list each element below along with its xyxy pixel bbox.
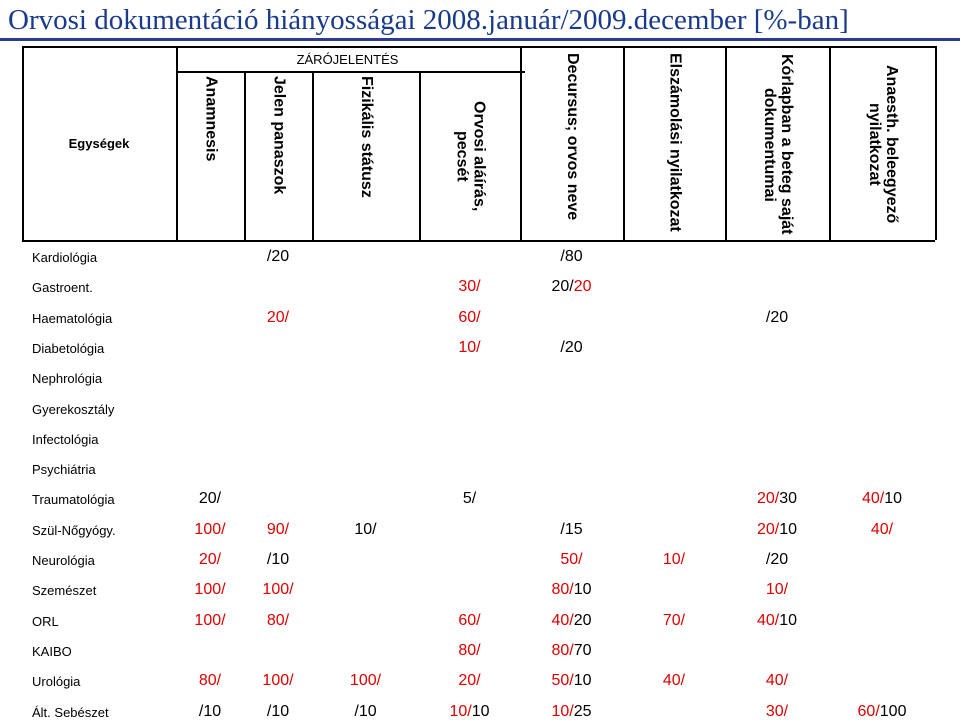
table-cell xyxy=(522,642,622,660)
column-header xyxy=(314,76,419,236)
table-cell xyxy=(727,581,827,599)
table-cell xyxy=(420,490,520,508)
value-red: 10/ xyxy=(662,551,686,568)
table-cell xyxy=(228,551,328,569)
table-cell xyxy=(316,672,416,690)
table-cell xyxy=(228,612,328,630)
column-header-label: Anaesth. beleegyező nyilatkozat xyxy=(866,65,900,224)
value-black: /10 xyxy=(354,702,377,720)
value-red: 20/ xyxy=(198,551,222,568)
value-black: 10 xyxy=(471,702,490,720)
value-red: 10/ xyxy=(551,702,574,720)
units-header: Egységek xyxy=(68,135,130,151)
table-cell xyxy=(522,612,622,630)
table-cell xyxy=(522,339,622,357)
value-red: 100/ xyxy=(349,672,382,690)
table-cell xyxy=(624,672,724,690)
table-cell xyxy=(522,551,622,569)
value-black: 10 xyxy=(573,581,592,599)
table-cell xyxy=(420,642,520,660)
value-red: 40/ xyxy=(765,672,789,690)
column-header xyxy=(178,76,244,236)
value-red: 100/ xyxy=(262,581,294,599)
row-label: KAIBO xyxy=(32,643,72,659)
column-header-label: Decursus; orvos neve xyxy=(564,53,581,221)
value-red: 40/ xyxy=(756,611,780,629)
value-black: /20 xyxy=(560,338,583,356)
row-label: Infectológia xyxy=(32,431,99,447)
value-red: 60/ xyxy=(458,611,481,629)
column-header-label: Fizikális státusz xyxy=(358,76,375,198)
value-red: 20 xyxy=(573,278,592,296)
table-cell xyxy=(522,521,622,539)
table-cell xyxy=(316,703,416,721)
row-label: Psychiátria xyxy=(32,462,96,478)
table-cell xyxy=(522,703,622,721)
table-cell xyxy=(522,672,622,690)
table-cell xyxy=(624,612,724,630)
table-cell xyxy=(420,278,520,296)
row-label: Urológia xyxy=(32,674,81,690)
row-label: Ált. Sebészet xyxy=(32,704,109,720)
value-red: 80/ xyxy=(198,672,222,690)
header-divider xyxy=(935,46,937,240)
value-red: 80/ xyxy=(458,641,481,659)
column-header xyxy=(522,53,623,236)
table-cell xyxy=(316,521,416,539)
value-black: 10/ xyxy=(354,520,377,538)
value-black: /15 xyxy=(560,520,583,538)
table-cell xyxy=(228,581,328,599)
value-red: 10/ xyxy=(765,581,789,599)
value-black: /20 xyxy=(765,308,789,326)
value-red: 30/ xyxy=(765,702,789,720)
value-black: 25 xyxy=(573,702,592,720)
value-black: 10 xyxy=(573,672,592,690)
table-cell xyxy=(624,551,724,569)
value-red: 40/ xyxy=(870,520,894,538)
value-red: 60/ xyxy=(857,702,880,720)
table-cell xyxy=(832,490,932,508)
value-red: 100/ xyxy=(262,672,294,690)
value-red: 80/ xyxy=(551,641,574,659)
row-label: Szül-Nőgyógy. xyxy=(32,522,116,538)
table-cell xyxy=(160,490,260,508)
row-label: Szemészet xyxy=(32,583,97,599)
column-header xyxy=(831,53,935,236)
value-red: 60/ xyxy=(458,308,481,326)
table-cell xyxy=(228,309,328,327)
value-black: 100 xyxy=(879,702,907,720)
value-red: 20/ xyxy=(756,490,780,508)
table-cell xyxy=(727,672,827,690)
column-header-label: Orvosi aláírás, pecsét xyxy=(453,100,488,212)
value-red: 20/ xyxy=(458,672,481,690)
column-header-label: Anamnesis xyxy=(202,76,220,162)
table-cell xyxy=(727,521,827,539)
value-red: 40/ xyxy=(662,672,686,690)
value-red: 90/ xyxy=(266,520,290,538)
value-black: /80 xyxy=(560,248,583,265)
value-red: 70/ xyxy=(662,611,686,629)
value-red: 40/ xyxy=(861,490,885,508)
value-red: 20/ xyxy=(756,520,780,538)
value-red: 80/ xyxy=(266,611,290,629)
row-label: Neurológia xyxy=(32,553,95,568)
page-title: Orvosi dokumentáció hiányosságai 2008.január/2009.december [%-ban] xyxy=(8,4,849,36)
table-cell xyxy=(420,612,520,630)
row-label: Traumatológia xyxy=(32,492,115,508)
group-header-zarojelentes: ZÁRÓJELENTÉS xyxy=(296,51,399,67)
table-cell xyxy=(727,490,827,508)
table-cell xyxy=(522,278,622,296)
value-black: 10 xyxy=(884,490,903,508)
value-black: 30 xyxy=(779,490,798,508)
value-red: 20/ xyxy=(266,308,290,326)
column-header xyxy=(727,53,829,236)
value-black: /10 xyxy=(198,702,222,720)
table-cell xyxy=(727,309,827,327)
table-cell xyxy=(832,521,932,539)
row-label: Kardiológia xyxy=(32,250,98,265)
table-cell xyxy=(228,521,328,539)
column-header xyxy=(421,76,520,236)
value-red: 10/ xyxy=(458,338,481,356)
row-label: Nephrológia xyxy=(32,371,103,387)
table-cell xyxy=(420,339,520,357)
value-red: 50/ xyxy=(560,551,583,568)
value-red: 80/ xyxy=(551,581,574,599)
title-underline xyxy=(0,38,960,41)
table-cell xyxy=(522,248,622,266)
table-cell xyxy=(727,612,827,630)
value-black: 20/ xyxy=(198,490,222,508)
table-cell xyxy=(727,703,827,721)
table-cell xyxy=(228,672,328,690)
value-black: 10 xyxy=(779,520,798,538)
value-black: 20 xyxy=(573,611,592,629)
table-cell xyxy=(420,703,520,721)
value-black: /20 xyxy=(266,248,290,265)
column-header-label: Jelen panaszok xyxy=(270,76,288,195)
table-cell xyxy=(420,672,520,690)
value-red: 10/ xyxy=(449,702,472,720)
table-cell xyxy=(832,703,932,721)
value-black: 70 xyxy=(573,641,592,659)
header-rule xyxy=(176,71,525,73)
value-red: 40/ xyxy=(551,611,574,629)
value-red: 30/ xyxy=(458,278,481,296)
value-red: 100/ xyxy=(194,520,226,538)
value-black: 5/ xyxy=(462,490,477,508)
column-header-label: Elszámolási nyilatkozat xyxy=(666,53,684,232)
value-red: 100/ xyxy=(194,581,226,599)
value-black: /20 xyxy=(765,551,789,568)
column-header xyxy=(246,76,312,236)
value-red: 100/ xyxy=(194,611,226,629)
row-label: Diabetológia xyxy=(32,340,105,356)
table-cell xyxy=(522,581,622,599)
value-black: 10 xyxy=(779,611,798,629)
row-label: Gyerekosztály xyxy=(32,401,115,417)
value-red: 50/ xyxy=(551,672,574,690)
column-header xyxy=(625,53,725,236)
row-label: Haematológia xyxy=(32,310,113,326)
table-cell xyxy=(228,248,328,266)
table-cell xyxy=(727,551,827,569)
row-label: Gastroent. xyxy=(32,280,93,296)
value-black: /10 xyxy=(266,551,290,568)
row-label: ORL xyxy=(32,613,59,629)
table-cell xyxy=(420,309,520,327)
value-black: 20/ xyxy=(551,278,574,296)
header-rule xyxy=(22,240,935,242)
column-header-label: Kórlapban a beteg saját dokumentumai xyxy=(761,54,795,235)
value-black: /10 xyxy=(266,702,290,720)
table-cell xyxy=(228,703,328,721)
